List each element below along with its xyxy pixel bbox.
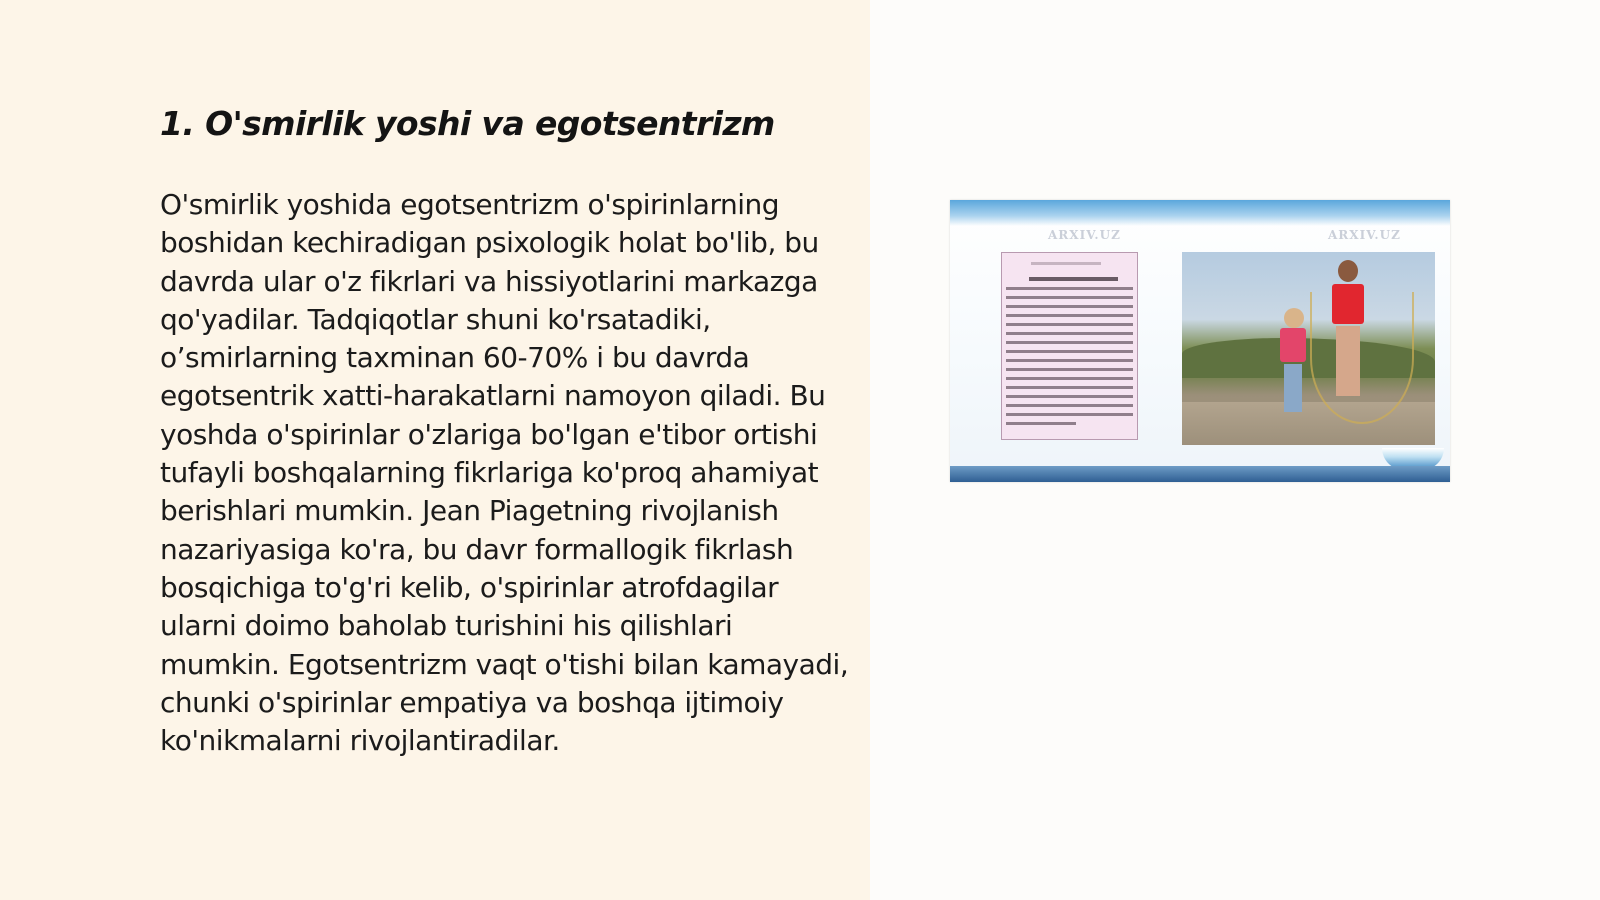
girl-figure <box>1322 260 1382 410</box>
slide-body-text: O'smirlik yoshida egotsentrizm o'spirinlarning boshidan kechiradigan psixologik holat bo'lib, bu davrda ular o'z fikrlari va hissiyotlarini markazga qo'yadilar. Tadqiqotlar shuni ko'rsatadiki, o’smirlarning taxminan 60-70% i bu davrda egotsentrik xatti-harakatlarni namoyon qiladi. Bu yoshda o'spirinlar o'zlariga bo'lgan e'tibor ortishi tufayli boshqalarning fikrlariga ko'proq ahamiyat berishlari mumkin. Jean Piagetning rivojlanish nazariyasiga ko'ra, bu davr formallogik fikrlash bosqichiga to'g'ri kelib, o'spirinlar atrofdagilar ularni doimo baholab turishini his qilishlari mumkin. Egotsentrizm vaqt o'tishi bilan kamayadi, chunki o'spirinlar empatiya va boshqa ijtimoiy ko'nikmalarni rivojlantiradilar. <box>160 188 849 758</box>
watermark-left: ARXIV.UZ <box>1048 228 1121 242</box>
slide-illustration <box>950 200 1450 482</box>
slide-title: 1. O'smirlik yoshi va egotsentrizm <box>160 104 775 143</box>
slide-footer-band <box>950 466 1450 482</box>
document-excerpt-image <box>1001 252 1138 440</box>
slide-header-band <box>950 200 1450 226</box>
small-child-figure <box>1274 308 1314 418</box>
children-jumping-rope-photo <box>1182 252 1435 445</box>
watermark-right: ARXIV.UZ <box>1328 228 1401 242</box>
